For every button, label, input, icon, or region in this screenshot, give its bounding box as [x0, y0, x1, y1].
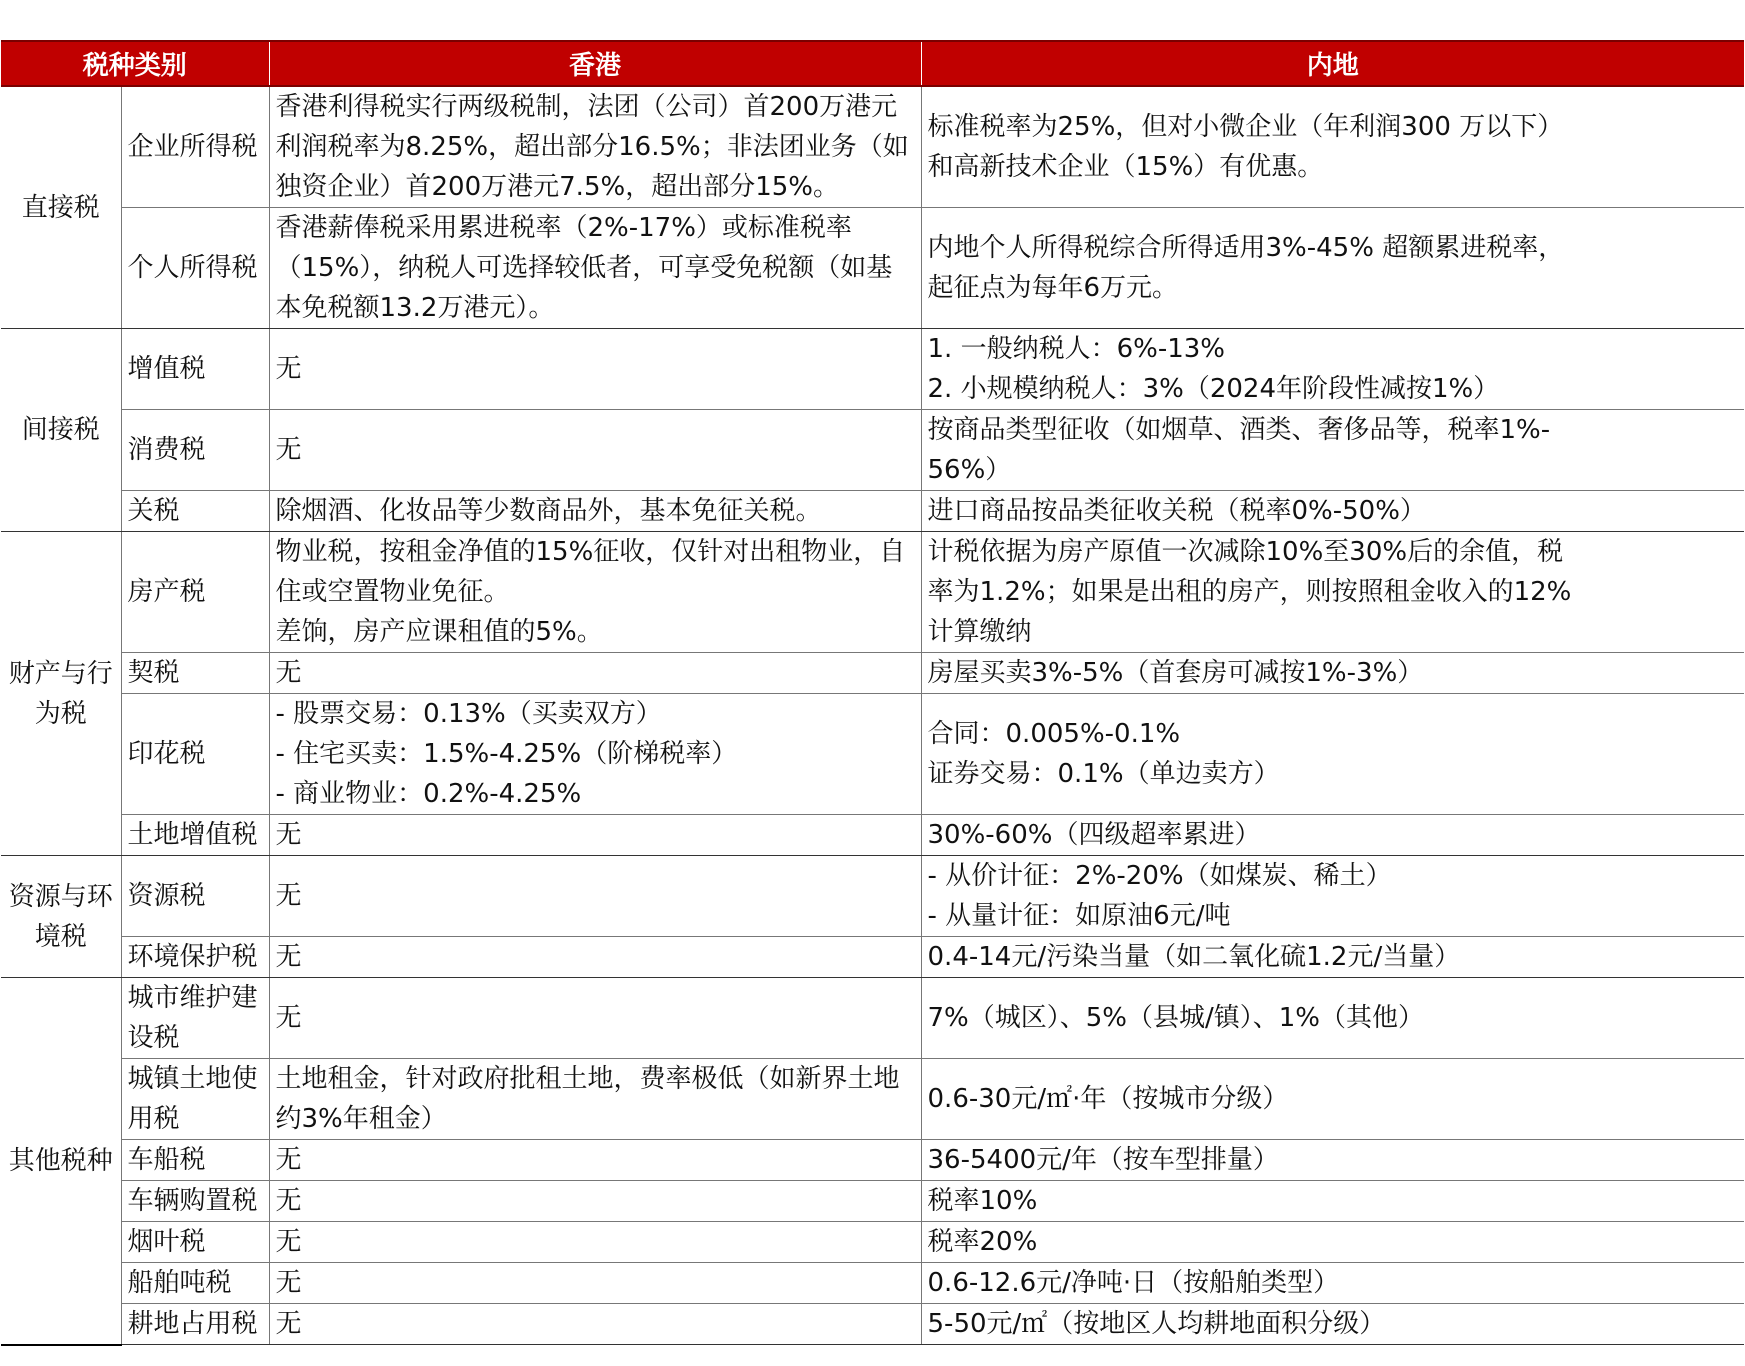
tax-name-cell: 烟叶税 — [121, 1222, 269, 1263]
tax-name-cell: 车辆购置税 — [121, 1181, 269, 1222]
cell-line: - 从量计征：如原油6元/吨 — [927, 901, 1231, 931]
hong-kong-cell — [269, 653, 921, 694]
cell-line: 无 — [275, 1309, 302, 1339]
cell-line: 无 — [275, 1003, 302, 1033]
header-row — [1, 41, 1744, 86]
hong-kong-cell — [269, 856, 921, 937]
cell-line: 无 — [275, 881, 302, 911]
mainland-cell — [921, 410, 1744, 491]
cell-line: 内地个人所得税综合所得适用3%-45% 超额累进税率， — [927, 233, 1565, 263]
mainland-cell — [921, 815, 1744, 856]
tax-name-cell: 个人所得税 — [121, 208, 269, 329]
tax-name-cell: 车船税 — [121, 1140, 269, 1181]
cell-line: 除烟酒、化妆品等少数商品外，基本免征关税。 — [275, 496, 822, 526]
hong-kong-cell — [269, 694, 921, 815]
cell-line: 证券交易：0.1%（单边卖方） — [927, 759, 1280, 789]
tax-name-cell: 环境保护税 — [121, 937, 269, 978]
mainland-cell — [921, 1222, 1744, 1263]
cell-line: 0.4-14元/污染当量（如二氧化硫1.2元/当量） — [927, 942, 1461, 972]
mainland-cell — [921, 208, 1744, 329]
table-row — [1, 856, 1744, 937]
cell-line: 起征点为每年6万元。 — [927, 273, 1179, 303]
cell-line: - 股票交易：0.13%（买卖双方） — [275, 699, 662, 729]
cell-line: 约3%年租金） — [275, 1104, 447, 1134]
mainland-cell — [921, 86, 1744, 208]
cell-line: 计税依据为房产原值一次减除10%至30%后的余值，税 — [927, 537, 1564, 567]
cell-line: 率为1.2%；如果是出租的房产，则按照租金收入的12% — [927, 577, 1572, 607]
cell-line: 独资企业）首200万港元7.5%，超出部分15%。 — [275, 172, 839, 202]
cell-line: 香港利得税实行两级税制，法团（公司）首200万港元 — [275, 92, 898, 122]
mainland-cell — [921, 329, 1744, 410]
cell-line: 36-5400元/年（按车型排量） — [927, 1145, 1279, 1175]
table-row — [1, 978, 1744, 1059]
cell-line: 0.6-30元/㎡·年（按城市分级） — [927, 1084, 1289, 1114]
tax-name-cell: 房产税 — [121, 532, 269, 653]
hong-kong-cell — [269, 1140, 921, 1181]
table-row — [1, 491, 1744, 532]
hong-kong-cell — [269, 1304, 921, 1345]
cell-line: 无 — [275, 1145, 302, 1175]
table-row — [1, 1222, 1744, 1263]
cell-line: 无 — [275, 435, 302, 465]
category-cell: 直接税 — [1, 86, 121, 329]
category-cell: 资源与环境税 — [1, 856, 121, 978]
cell-line: 税率10% — [927, 1186, 1038, 1216]
category-cell: 财产与行为税 — [1, 532, 121, 856]
cell-line: 物业税，按租金净值的15%征收，仅针对出租物业，自 — [275, 537, 906, 567]
cell-line: 利润税率为8.25%，超出部分16.5%；非法团业务（如 — [275, 132, 909, 162]
table-row — [1, 1140, 1744, 1181]
cell-line: 无 — [275, 1268, 302, 1298]
hong-kong-cell — [269, 815, 921, 856]
cell-line: 住或空置物业免征。 — [275, 577, 510, 607]
table-row — [1, 208, 1744, 329]
cell-line: 房屋买卖3%-5%（首套房可减按1%-3%） — [927, 658, 1424, 688]
mainland-cell — [921, 1263, 1744, 1304]
cell-line: 无 — [275, 658, 302, 688]
cell-line: 5-50元/㎡（按地区人均耕地面积分级） — [927, 1309, 1386, 1339]
header-category: 税种类别 — [1, 41, 269, 86]
cell-line: 7%（城区）、5%（县城/镇）、1%（其他） — [927, 1003, 1425, 1033]
cell-line: （15%），纳税人可选择较低者，可享受免税额（如基 — [275, 253, 893, 283]
cell-line: 1. 一般纳税人：6%-13% — [927, 334, 1226, 364]
mainland-cell — [921, 653, 1744, 694]
cell-line: 进口商品按品类征收关税（税率0%-50%） — [927, 496, 1426, 526]
tax-name-cell: 印花税 — [121, 694, 269, 815]
table-body — [1, 86, 1744, 1345]
table-row — [1, 653, 1744, 694]
table-row — [1, 1059, 1744, 1140]
mainland-cell — [921, 1059, 1744, 1140]
cell-line: - 住宅买卖：1.5%-4.25%（阶梯税率） — [275, 739, 738, 769]
cell-line: 0.6-12.6元/净吨·日（按船舶类型） — [927, 1268, 1340, 1298]
table-row — [1, 815, 1744, 856]
mainland-cell — [921, 491, 1744, 532]
cell-line: 和高新技术企业（15%）有优惠。 — [927, 152, 1324, 182]
hong-kong-cell — [269, 937, 921, 978]
hong-kong-cell — [269, 1181, 921, 1222]
cell-line: 无 — [275, 942, 302, 972]
table-row — [1, 1304, 1744, 1345]
mainland-cell — [921, 694, 1744, 815]
tax-comparison-table — [1, 40, 1744, 1346]
hong-kong-cell — [269, 86, 921, 208]
category-cell: 其他税种 — [1, 978, 121, 1345]
tax-name-cell: 资源税 — [121, 856, 269, 937]
mainland-cell — [921, 532, 1744, 653]
cell-line: 差饷，房产应课租值的5%。 — [275, 617, 603, 647]
table-row — [1, 1263, 1744, 1304]
cell-line: 无 — [275, 1227, 302, 1257]
cell-line: 本免税额13.2万港元）。 — [275, 293, 555, 323]
tax-name-cell: 关税 — [121, 491, 269, 532]
tax-name-cell: 城镇土地使用税 — [121, 1059, 269, 1140]
cell-line: 无 — [275, 354, 302, 384]
cell-line: - 从价计征：2%-20%（如煤炭、稀土） — [927, 861, 1392, 891]
mainland-cell — [921, 978, 1744, 1059]
table-row — [1, 937, 1744, 978]
cell-line: 56%） — [927, 455, 1012, 485]
tax-name-cell: 增值税 — [121, 329, 269, 410]
tax-name-cell: 城市维护建设税 — [121, 978, 269, 1059]
cell-line: 标准税率为25%，但对小微企业（年利润300 万以下） — [927, 112, 1564, 142]
tax-name-cell: 契税 — [121, 653, 269, 694]
tax-name-cell: 企业所得税 — [121, 86, 269, 208]
cell-line: 税率20% — [927, 1227, 1038, 1257]
tax-name-cell: 耕地占用税 — [121, 1304, 269, 1345]
mainland-cell — [921, 1181, 1744, 1222]
hong-kong-cell — [269, 208, 921, 329]
cell-line: 无 — [275, 1186, 302, 1216]
cell-line: 合同：0.005%-0.1% — [927, 719, 1181, 749]
hong-kong-cell — [269, 329, 921, 410]
cell-line: 无 — [275, 820, 302, 850]
table-row — [1, 694, 1744, 815]
cell-line: 按商品类型征收（如烟草、酒类、奢侈品等，税率1%- — [927, 415, 1551, 445]
tax-name-cell: 土地增值税 — [121, 815, 269, 856]
table-row — [1, 532, 1744, 653]
hong-kong-cell — [269, 1222, 921, 1263]
hong-kong-cell — [269, 978, 921, 1059]
header-hong-kong: 香港 — [269, 41, 921, 86]
tax-name-cell: 消费税 — [121, 410, 269, 491]
hong-kong-cell — [269, 1059, 921, 1140]
category-cell: 间接税 — [1, 329, 121, 532]
cell-line: - 商业物业：0.2%-4.25% — [275, 779, 582, 809]
hong-kong-cell — [269, 410, 921, 491]
mainland-cell — [921, 856, 1744, 937]
table-row — [1, 410, 1744, 491]
hong-kong-cell — [269, 1263, 921, 1304]
cell-line: 30%-60%（四级超率累进） — [927, 820, 1261, 850]
cell-line: 香港薪俸税采用累进税率（2%-17%）或标准税率 — [275, 213, 852, 243]
table-row — [1, 329, 1744, 410]
table-row — [1, 86, 1744, 208]
mainland-cell — [921, 1304, 1744, 1345]
hong-kong-cell — [269, 491, 921, 532]
table-row — [1, 1181, 1744, 1222]
tax-name-cell: 船舶吨税 — [121, 1263, 269, 1304]
hong-kong-cell — [269, 532, 921, 653]
cell-line: 2. 小规模纳税人：3%（2024年阶段性减按1%） — [927, 374, 1500, 404]
cell-line: 土地租金，针对政府批租土地，费率极低（如新界土地 — [275, 1064, 900, 1094]
header-mainland: 内地 — [921, 41, 1744, 86]
mainland-cell — [921, 937, 1744, 978]
mainland-cell — [921, 1140, 1744, 1181]
cell-line: 计算缴纳 — [927, 617, 1032, 647]
